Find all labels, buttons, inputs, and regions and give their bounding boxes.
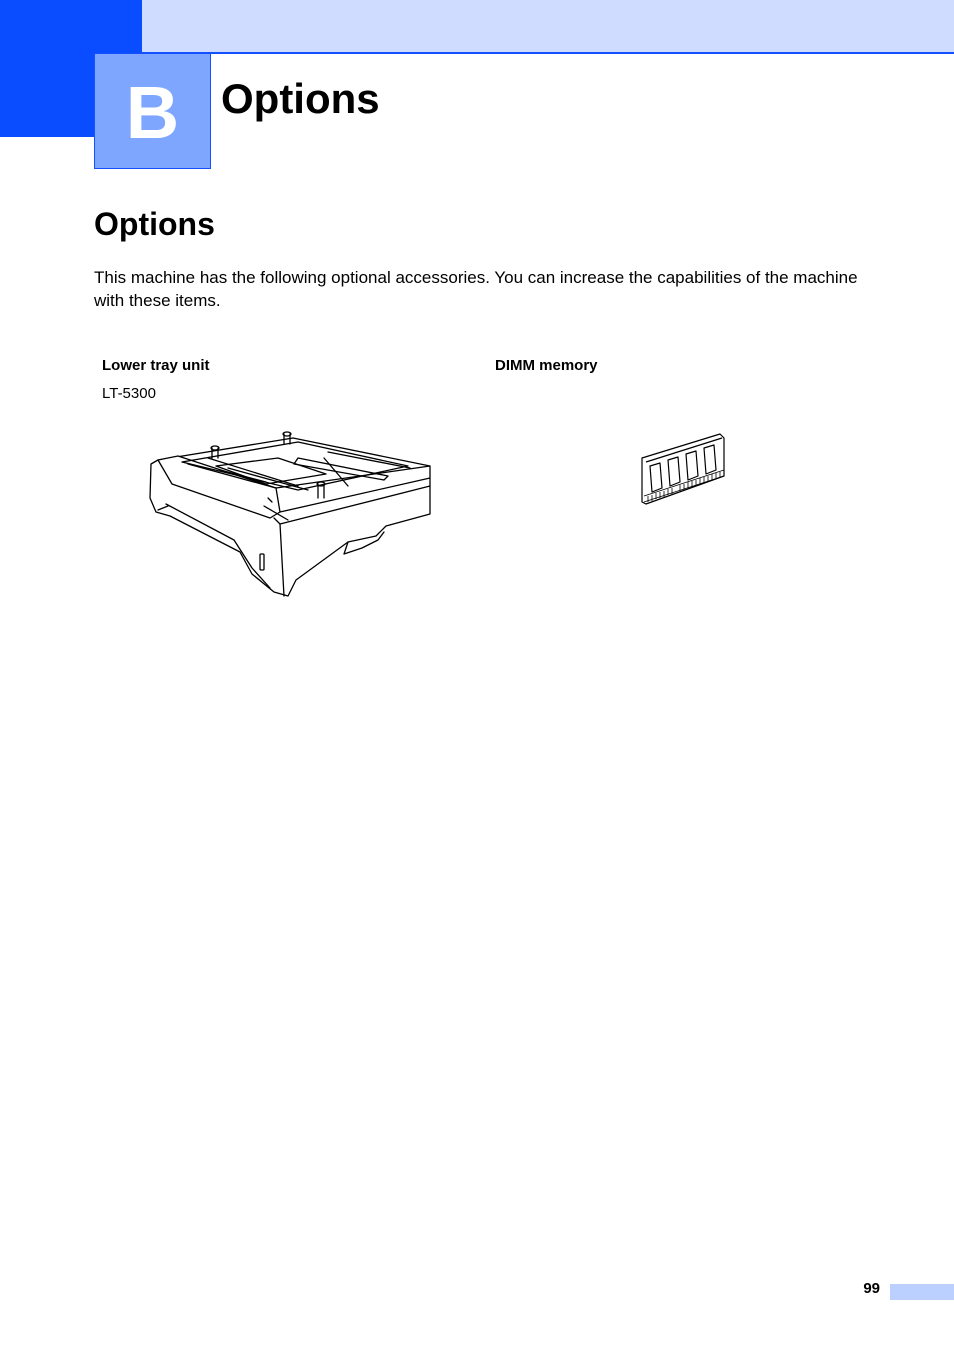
section-title: Options [94,206,215,242]
header-band [0,0,954,54]
lower-tray-unit-illustration [148,428,434,598]
page-number: 99 [863,1280,880,1297]
accessory-model-lower-tray: LT-5300 [102,385,156,402]
accessory-name-lower-tray: Lower tray unit [102,357,210,374]
intro-paragraph: This machine has the following optional accessories. You can increase the capabilities of the machine with these items. [94,268,858,310]
chapter-tab [94,53,211,169]
footer-accent-bar [890,1284,954,1300]
chapter-letter: B [125,71,180,154]
chapter-title: Options [221,75,380,122]
dimm-memory-illustration [640,430,730,510]
accessory-name-dimm: DIMM memory [495,357,598,374]
